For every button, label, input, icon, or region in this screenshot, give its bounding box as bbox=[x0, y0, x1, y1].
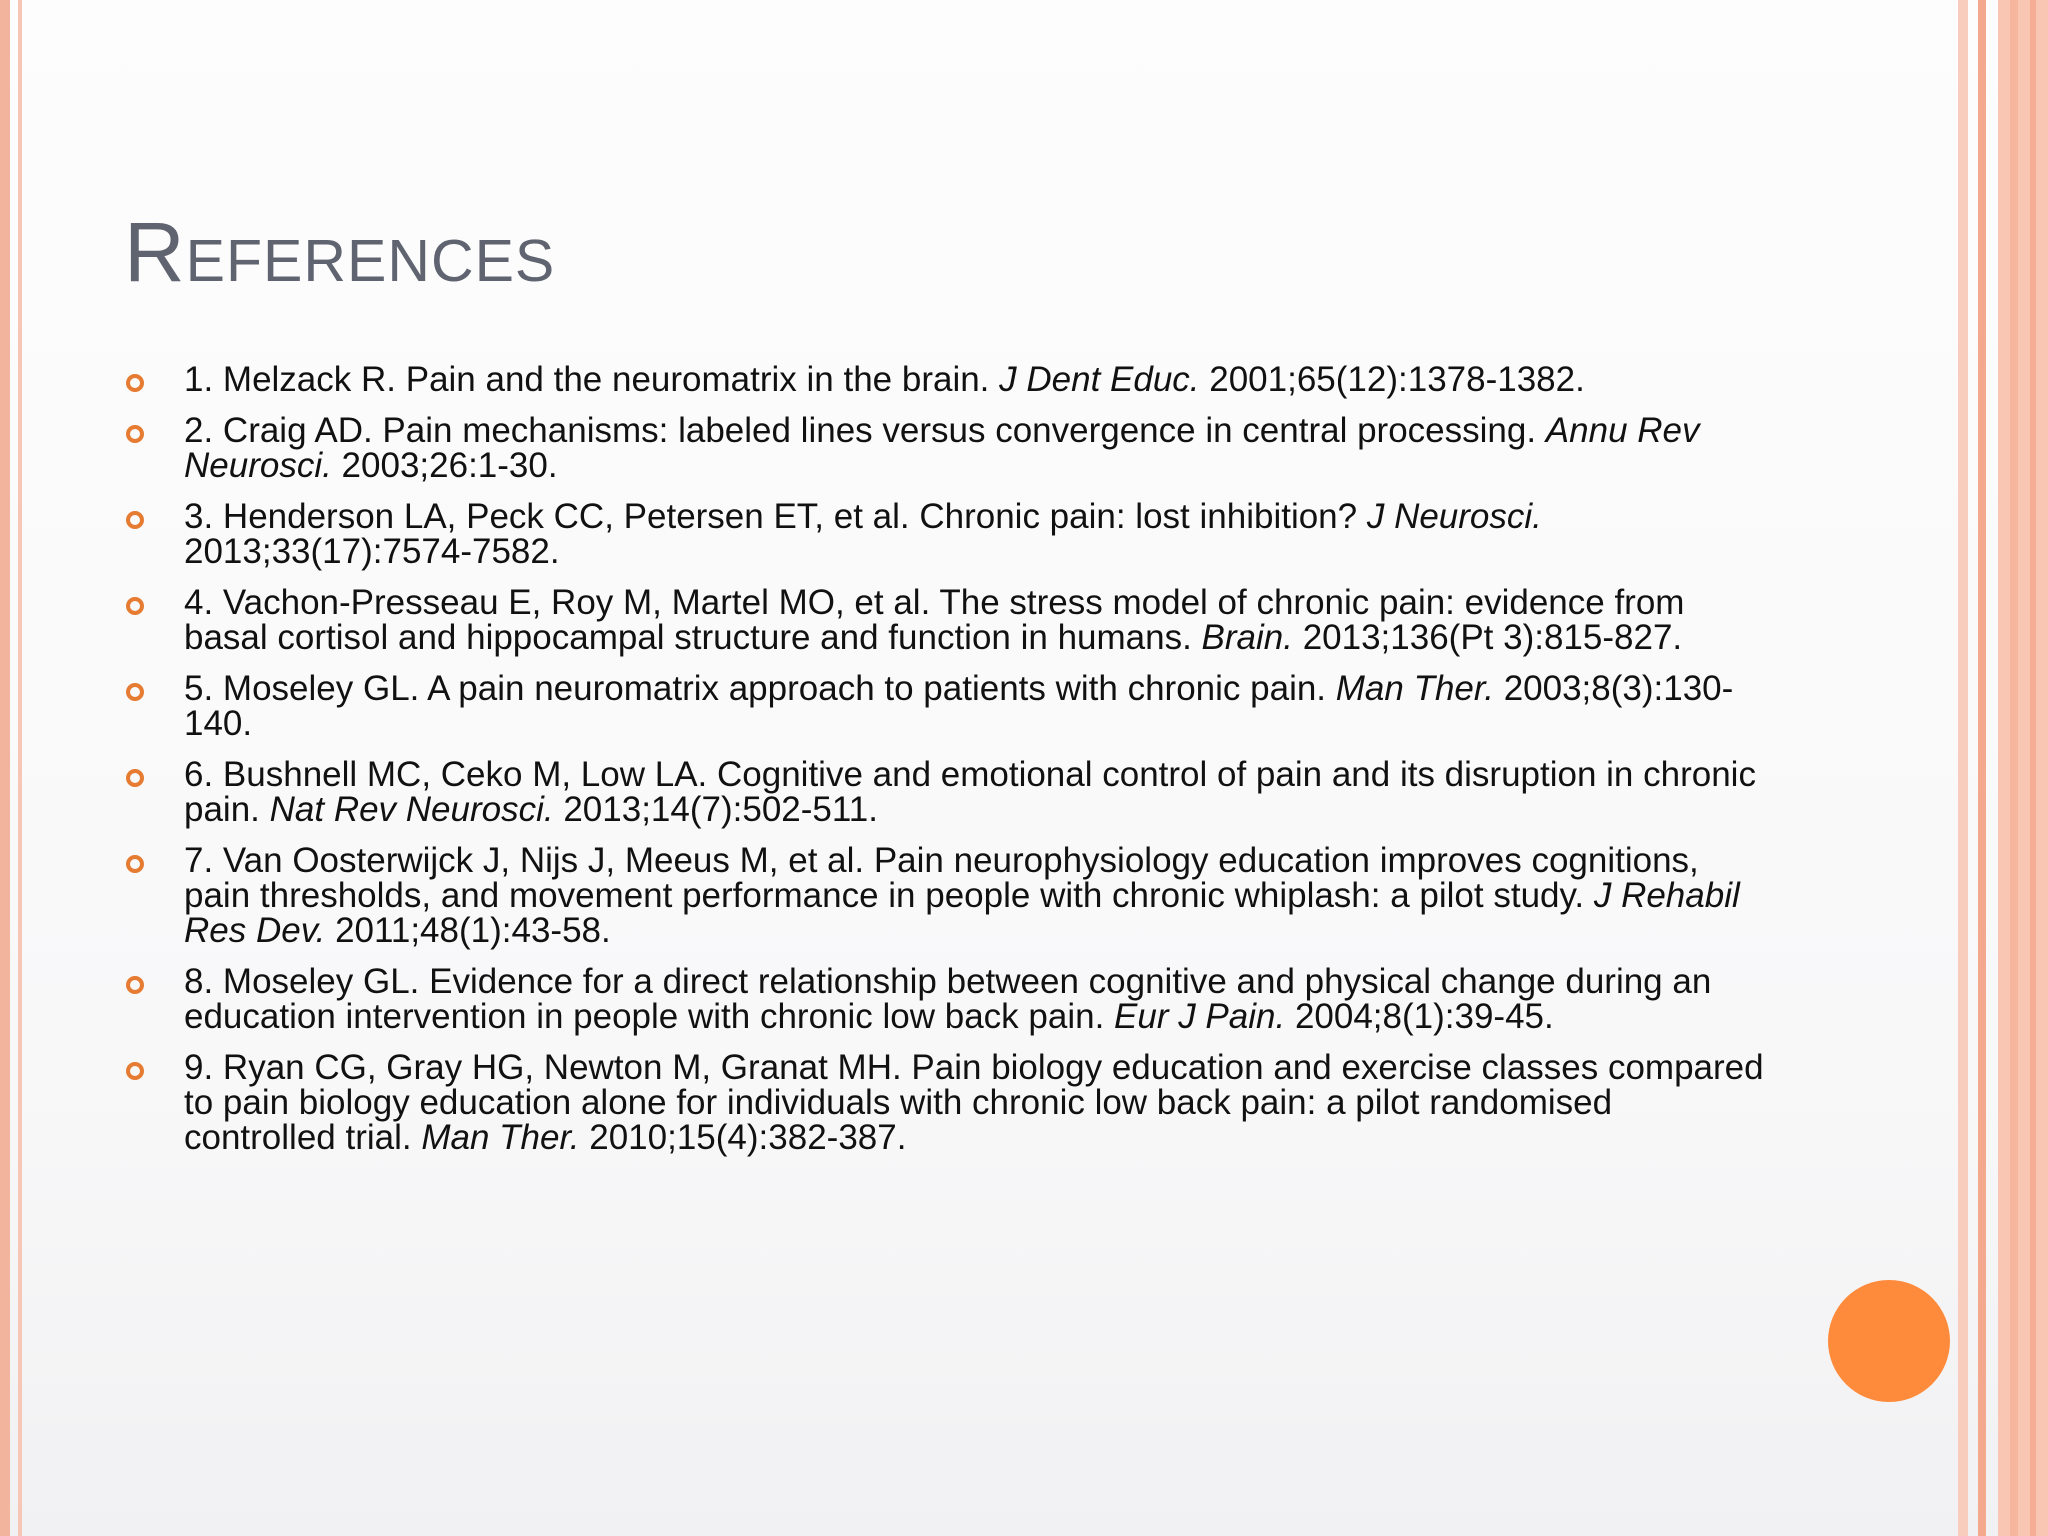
bullet-icon bbox=[126, 425, 144, 443]
citation-details: 2001;65(12):1378-1382. bbox=[1199, 360, 1585, 399]
right-border-stripe-5 bbox=[2030, 0, 2036, 1536]
citation-details: 2011;48(1):43-58. bbox=[325, 911, 611, 950]
journal-name: J Rehabil Res Dev. bbox=[184, 876, 1740, 950]
reference-item bbox=[124, 499, 1764, 569]
reference-item bbox=[124, 964, 1764, 1034]
citation-details: 2004;8(1):39-45. bbox=[1285, 997, 1554, 1036]
journal-name: Man Ther. bbox=[1335, 669, 1494, 708]
reference-list bbox=[124, 362, 1764, 1171]
decorative-circle bbox=[1828, 1280, 1950, 1402]
reference-item bbox=[124, 362, 1764, 397]
right-border-stripe-4 bbox=[2010, 0, 2018, 1536]
reference-item bbox=[124, 1050, 1764, 1155]
right-border-stripe-3 bbox=[1998, 0, 2048, 1536]
bullet-icon bbox=[126, 374, 144, 392]
bullet-icon bbox=[126, 769, 144, 787]
reference-item bbox=[124, 413, 1764, 483]
citation-details: 2013;33(17):7574-7582. bbox=[184, 532, 560, 571]
journal-name: Man Ther. bbox=[421, 1118, 580, 1157]
reference-text: 2. Craig AD. Pain mechanisms: labeled lines versus convergence in central processing. bbox=[184, 411, 1546, 450]
reference-text: 4. Vachon-Presseau E, Roy M, Martel MO, et al. The stress model of chronic pain: evidence from basal cortisol and hippocampal structure and function in humans. bbox=[184, 583, 1685, 657]
reference-text: 9. Ryan CG, Gray HG, Newton M, Granat MH. Pain biology education and exercise classes compared to pain biology education alone for individuals with chronic low back pain: a pilot randomised controlled trial. bbox=[184, 1048, 1764, 1157]
bullet-icon bbox=[126, 976, 144, 994]
citation-details: 2010;15(4):382-387. bbox=[579, 1118, 907, 1157]
bullet-icon bbox=[126, 1062, 144, 1080]
bullet-icon bbox=[126, 855, 144, 873]
right-border-stripe-1 bbox=[1958, 0, 1968, 1536]
reference-text: 1. Melzack R. Pain and the neuromatrix in the brain. bbox=[184, 360, 1000, 399]
citation-details: 2013;136(Pt 3):815-827. bbox=[1292, 618, 1683, 657]
reference-text: 8. Moseley GL. Evidence for a direct relationship between cognitive and physical change during an education intervention in people with chronic low back pain. bbox=[184, 962, 1712, 1036]
reference-item bbox=[124, 757, 1764, 827]
left-border-thin-stripe bbox=[18, 0, 22, 1536]
reference-text: 7. Van Oosterwijck J, Nijs J, Meeus M, et al. Pain neurophysiology education improves cognitions, pain thresholds, and movement performance in people with chronic whiplash: a pilot study. bbox=[184, 841, 1699, 915]
reference-text: 6. Bushnell MC, Ceko M, Low LA. Cognitive and emotional control of pain and its disruption in chronic pain. bbox=[184, 755, 1756, 829]
journal-name: J Dent Educ. bbox=[999, 360, 1200, 399]
journal-name: Annu Rev Neurosci. bbox=[184, 411, 1700, 485]
left-border-stripe bbox=[0, 0, 10, 1536]
citation-details: 2003;8(3):130-140. bbox=[184, 669, 1734, 743]
reference-text: 5. Moseley GL. A pain neuromatrix approach to patients with chronic pain. bbox=[184, 669, 1336, 708]
bullet-icon bbox=[126, 683, 144, 701]
citation-details: 2003;26:1-30. bbox=[331, 446, 558, 485]
bullet-icon bbox=[126, 511, 144, 529]
citation-details: 2013;14(7):502-511. bbox=[553, 790, 878, 829]
reference-item bbox=[124, 843, 1764, 948]
reference-item bbox=[124, 671, 1764, 741]
right-border-stripe-2 bbox=[1978, 0, 1986, 1536]
journal-name: J Neurosci. bbox=[1366, 497, 1542, 536]
journal-name: Eur J Pain. bbox=[1114, 997, 1286, 1036]
bullet-icon bbox=[126, 597, 144, 615]
slide-title: References bbox=[124, 205, 556, 299]
journal-name: Nat Rev Neurosci. bbox=[269, 790, 554, 829]
reference-text: 3. Henderson LA, Peck CC, Petersen ET, et al. Chronic pain: lost inhibition? bbox=[184, 497, 1367, 536]
reference-item bbox=[124, 585, 1764, 655]
journal-name: Brain. bbox=[1201, 618, 1293, 657]
